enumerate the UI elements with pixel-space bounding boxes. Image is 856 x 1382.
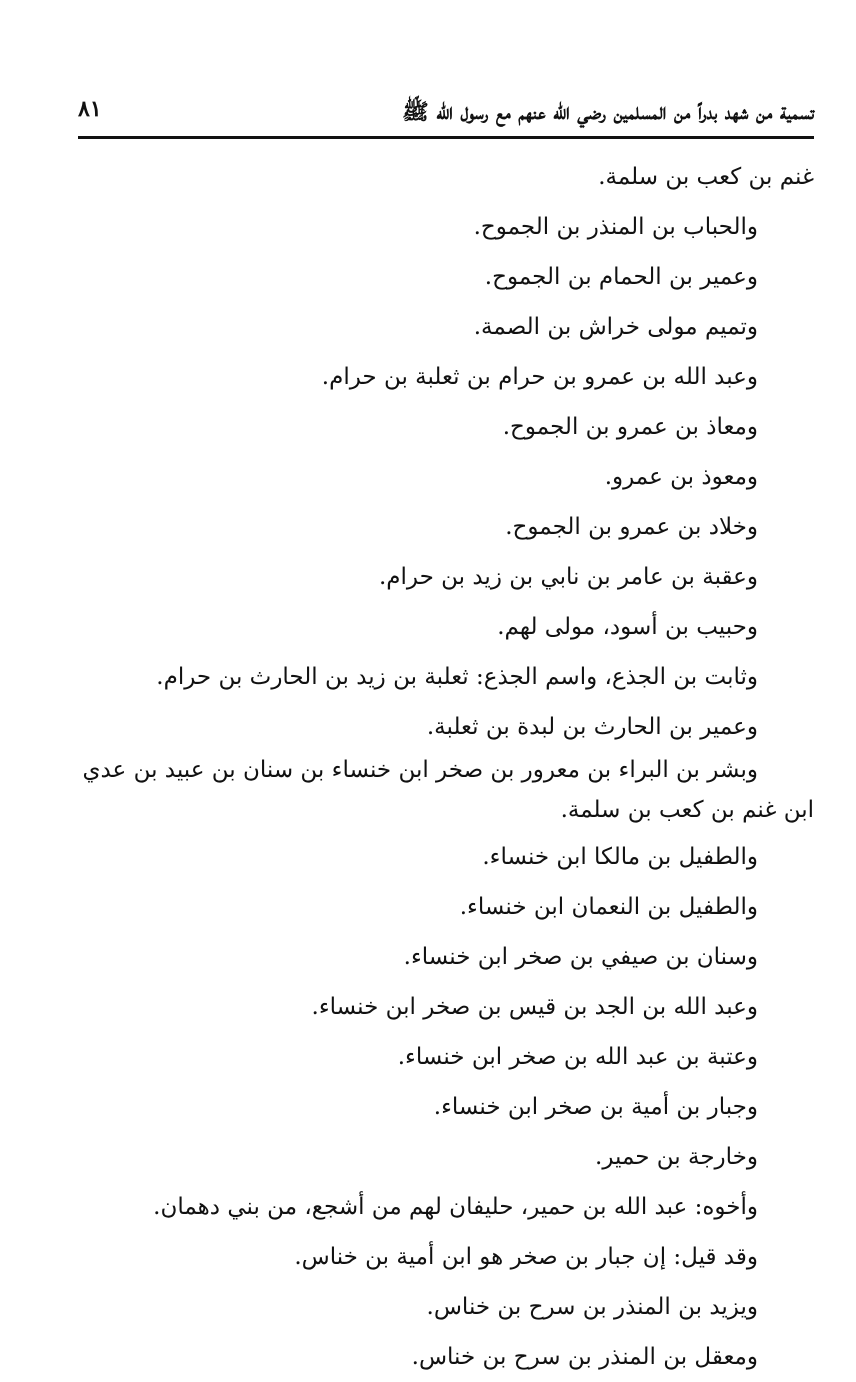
text-line: وجبار بن أمية بن صخر ابن خنساء.: [433, 1094, 758, 1120]
text-line: ومعقل بن المنذر بن سرح بن خناس.: [411, 1344, 758, 1370]
page-number: ٨١: [78, 96, 102, 122]
text-line: وعمير بن الحارث بن لبدة بن ثعلبة.: [426, 714, 758, 740]
text-line: وخارجة بن حمير.: [595, 1144, 758, 1170]
text-line: وأخوه: عبد الله بن حمير، حليفان لهم من أشجع، من بني دهمان.: [153, 1194, 758, 1220]
text-line: وعبد الله بن الجد بن قيس بن صخر ابن خنساء.: [311, 994, 758, 1020]
running-title: تسمية من شهد بدراً من المسلمين رضي الله عنهم مع رسول الله ﷺ: [402, 99, 814, 125]
text-line: ومعوذ بن عمرو.: [604, 464, 758, 490]
text-line: ابن غنم بن كعب بن سلمة.: [560, 797, 814, 823]
text-line: والحباب بن المنذر بن الجموح.: [473, 214, 758, 240]
text-line: وقد قيل: إن جبار بن صخر هو ابن أمية بن خناس.: [294, 1244, 758, 1270]
text-line: وحبيب بن أسود، مولى لهم.: [497, 614, 758, 640]
text-line: والطفيل بن النعمان ابن خنساء.: [459, 894, 758, 920]
page-header: [78, 92, 814, 132]
text-line: وثابت بن الجذع، واسم الجذع: ثعلبة بن زيد بن الحارث بن حرام.: [156, 664, 758, 690]
text-line: ويزيد بن المنذر بن سرح بن خناس.: [426, 1294, 758, 1320]
text-line: وبشر بن البراء بن معرور بن صخر ابن خنساء بن سنان بن عبيد بن عدي: [82, 757, 758, 783]
header-rule: [78, 136, 814, 139]
text-line: غنم بن كعب بن سلمة.: [598, 164, 814, 190]
text-line: وخلاد بن عمرو بن الجموح.: [505, 514, 758, 540]
text-line: وسنان بن صيفي بن صخر ابن خنساء.: [403, 944, 758, 970]
text-line: ومعاذ بن عمرو بن الجموح.: [502, 414, 758, 440]
text-line: وعبد الله بن عمرو بن حرام بن ثعلبة بن حرام.: [321, 364, 758, 390]
text-line: وتميم مولى خراش بن الصمة.: [473, 314, 758, 340]
text-line: وعمير بن الحمام بن الجموح.: [484, 264, 758, 290]
text-line: وعتبة بن عبد الله بن صخر ابن خنساء.: [397, 1044, 758, 1070]
text-line: والطفيل بن مالكا ابن خنساء.: [482, 844, 758, 870]
body-text: [60, 152, 814, 1382]
text-line: وعقبة بن عامر بن نابي بن زيد بن حرام.: [378, 564, 758, 590]
